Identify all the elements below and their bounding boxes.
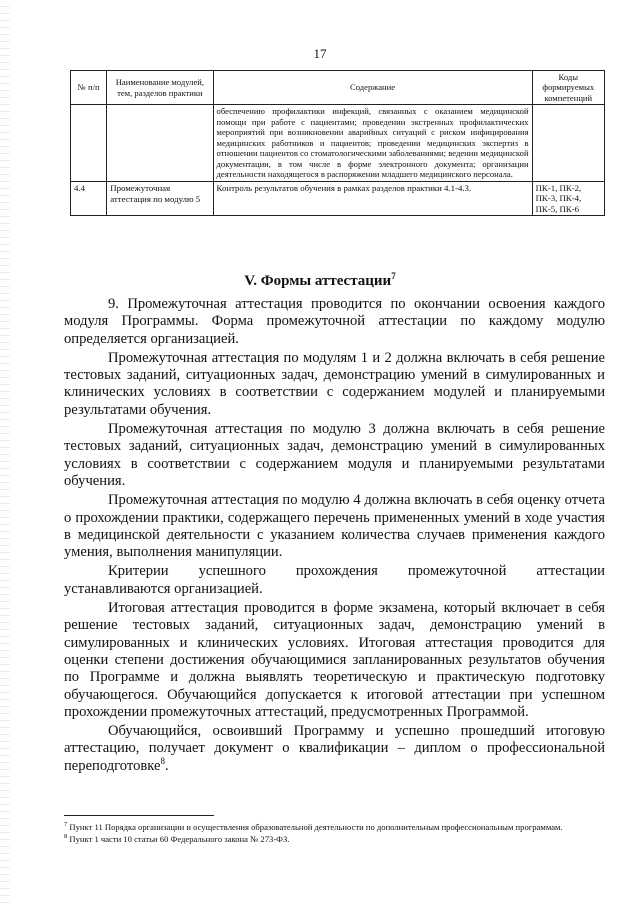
paragraph: Итоговая аттестация проводится в форме экзамена, который включает в себя решение тестовых заданий, ситуационных задач, демонстрацию умений в симулированных и клинических условиях. Итоговая аттестация проводится для оценки степени достижения обучающимися запланированных результатов обучения по Программе и должна выявлять теоретическую и практическую подготовку обучающегося. Обучающийся допускается к итоговой аттестации при успешном прохождении промежуточных аттестаций, предусмотренных Программой.	[64, 600, 605, 720]
cell-content: обеспечению профилактики инфекций, связанных с оказанием медицинской помощи при работе с пациентами; проведении экстренных профилактических мероприятий при возникновении аварийных ситуаций с риском инфицирования медицинских работников и пациентов; проведении медицинских экспертиз в отношении пациентов со стоматологическими заболеваниями; ведении медицинской документации, в том числе в форме электронного документа; организации деятельности находящегося в распоряжении младшего медицинского персонала.	[213, 105, 532, 181]
header-codes: Коды формируемых компетенций	[532, 71, 604, 105]
paragraph: Промежуточная аттестация по модулю 4 должна включать в себя оценку отчета о прохождении практики, содержащего перечень примененных умений в ходе участия в медицинской деятельности с указанием количества случаев применения каждого умения, выполнения манипуляции.	[64, 492, 605, 561]
competencies-table	[70, 70, 605, 216]
footnotes	[64, 821, 605, 844]
paragraph: Критерии успешного прохождения промежуточной аттестации устанавливаются организацией.	[64, 563, 605, 597]
footnote-text: Пункт 11 Порядка организации и осуществления образовательной деятельности по дополнительным профессиональным программам.	[69, 821, 563, 832]
paragraph-text: Обучающийся, освоивший Программу и успешно прошедший итоговую аттестацию, получает документ о квалификации – диплом о профессиональной переподготовке	[64, 723, 605, 774]
header-num: № п/п	[71, 71, 107, 105]
footnote-text: Пункт 1 части 10 статьи 60 Федерального закона № 273-ФЗ.	[69, 833, 290, 844]
cell-empty	[532, 105, 604, 181]
cell-module: Промежуточная аттестация по модулю 5	[107, 181, 213, 215]
table-row	[71, 181, 605, 215]
cell-codes: ПК-1, ПК-2, ПК-3, ПК-4, ПК-5, ПК-6	[532, 181, 604, 215]
paragraph	[64, 723, 605, 775]
footnote-ref: 7	[391, 271, 396, 281]
cell-empty	[107, 105, 213, 181]
header-content: Содержание	[213, 71, 532, 105]
cell-num: 4.4	[71, 181, 107, 215]
cell-empty	[71, 105, 107, 181]
table-header-row	[71, 71, 605, 105]
period: .	[164, 757, 169, 774]
footnote-mark: 8	[64, 832, 68, 840]
scan-edge	[0, 0, 10, 905]
footnote-ref: 8	[160, 755, 165, 766]
section-title-text: V. Формы аттестации	[244, 273, 392, 289]
cell-content: Контроль результатов обучения в рамках разделов практики 4.1-4.3.	[213, 181, 532, 215]
header-module: Наименование модулей, тем, разделов практики	[107, 71, 213, 105]
paragraph: 9. Промежуточная аттестация проводится по окончании освоения каждого модуля Программы. Форма промежуточной аттестации по каждому модулю определяется организацией.	[64, 296, 605, 347]
paragraph: Промежуточная аттестация по модулям 1 и 2 должна включать в себя решение тестовых заданий, ситуационных задач, демонстрацию умений в симулированных и клинических условиях в соответствии с содержанием модулей и планируемыми результатами обучения.	[64, 349, 605, 418]
table-row	[71, 105, 605, 181]
footnote-mark: 7	[64, 821, 68, 828]
body-text	[64, 296, 605, 777]
footnote	[64, 821, 605, 833]
footnote	[64, 833, 605, 845]
page-number: 17	[313, 46, 327, 61]
paragraph: Промежуточная аттестация по модулю 3 должна включать в себя решение тестовых заданий, ситуационных задач, демонстрацию умений в симулированных условиях в соответствии с содержанием модуля и планируемыми результатами обучения.	[64, 421, 605, 489]
footnote-divider	[64, 815, 214, 816]
section-title	[0, 271, 640, 290]
